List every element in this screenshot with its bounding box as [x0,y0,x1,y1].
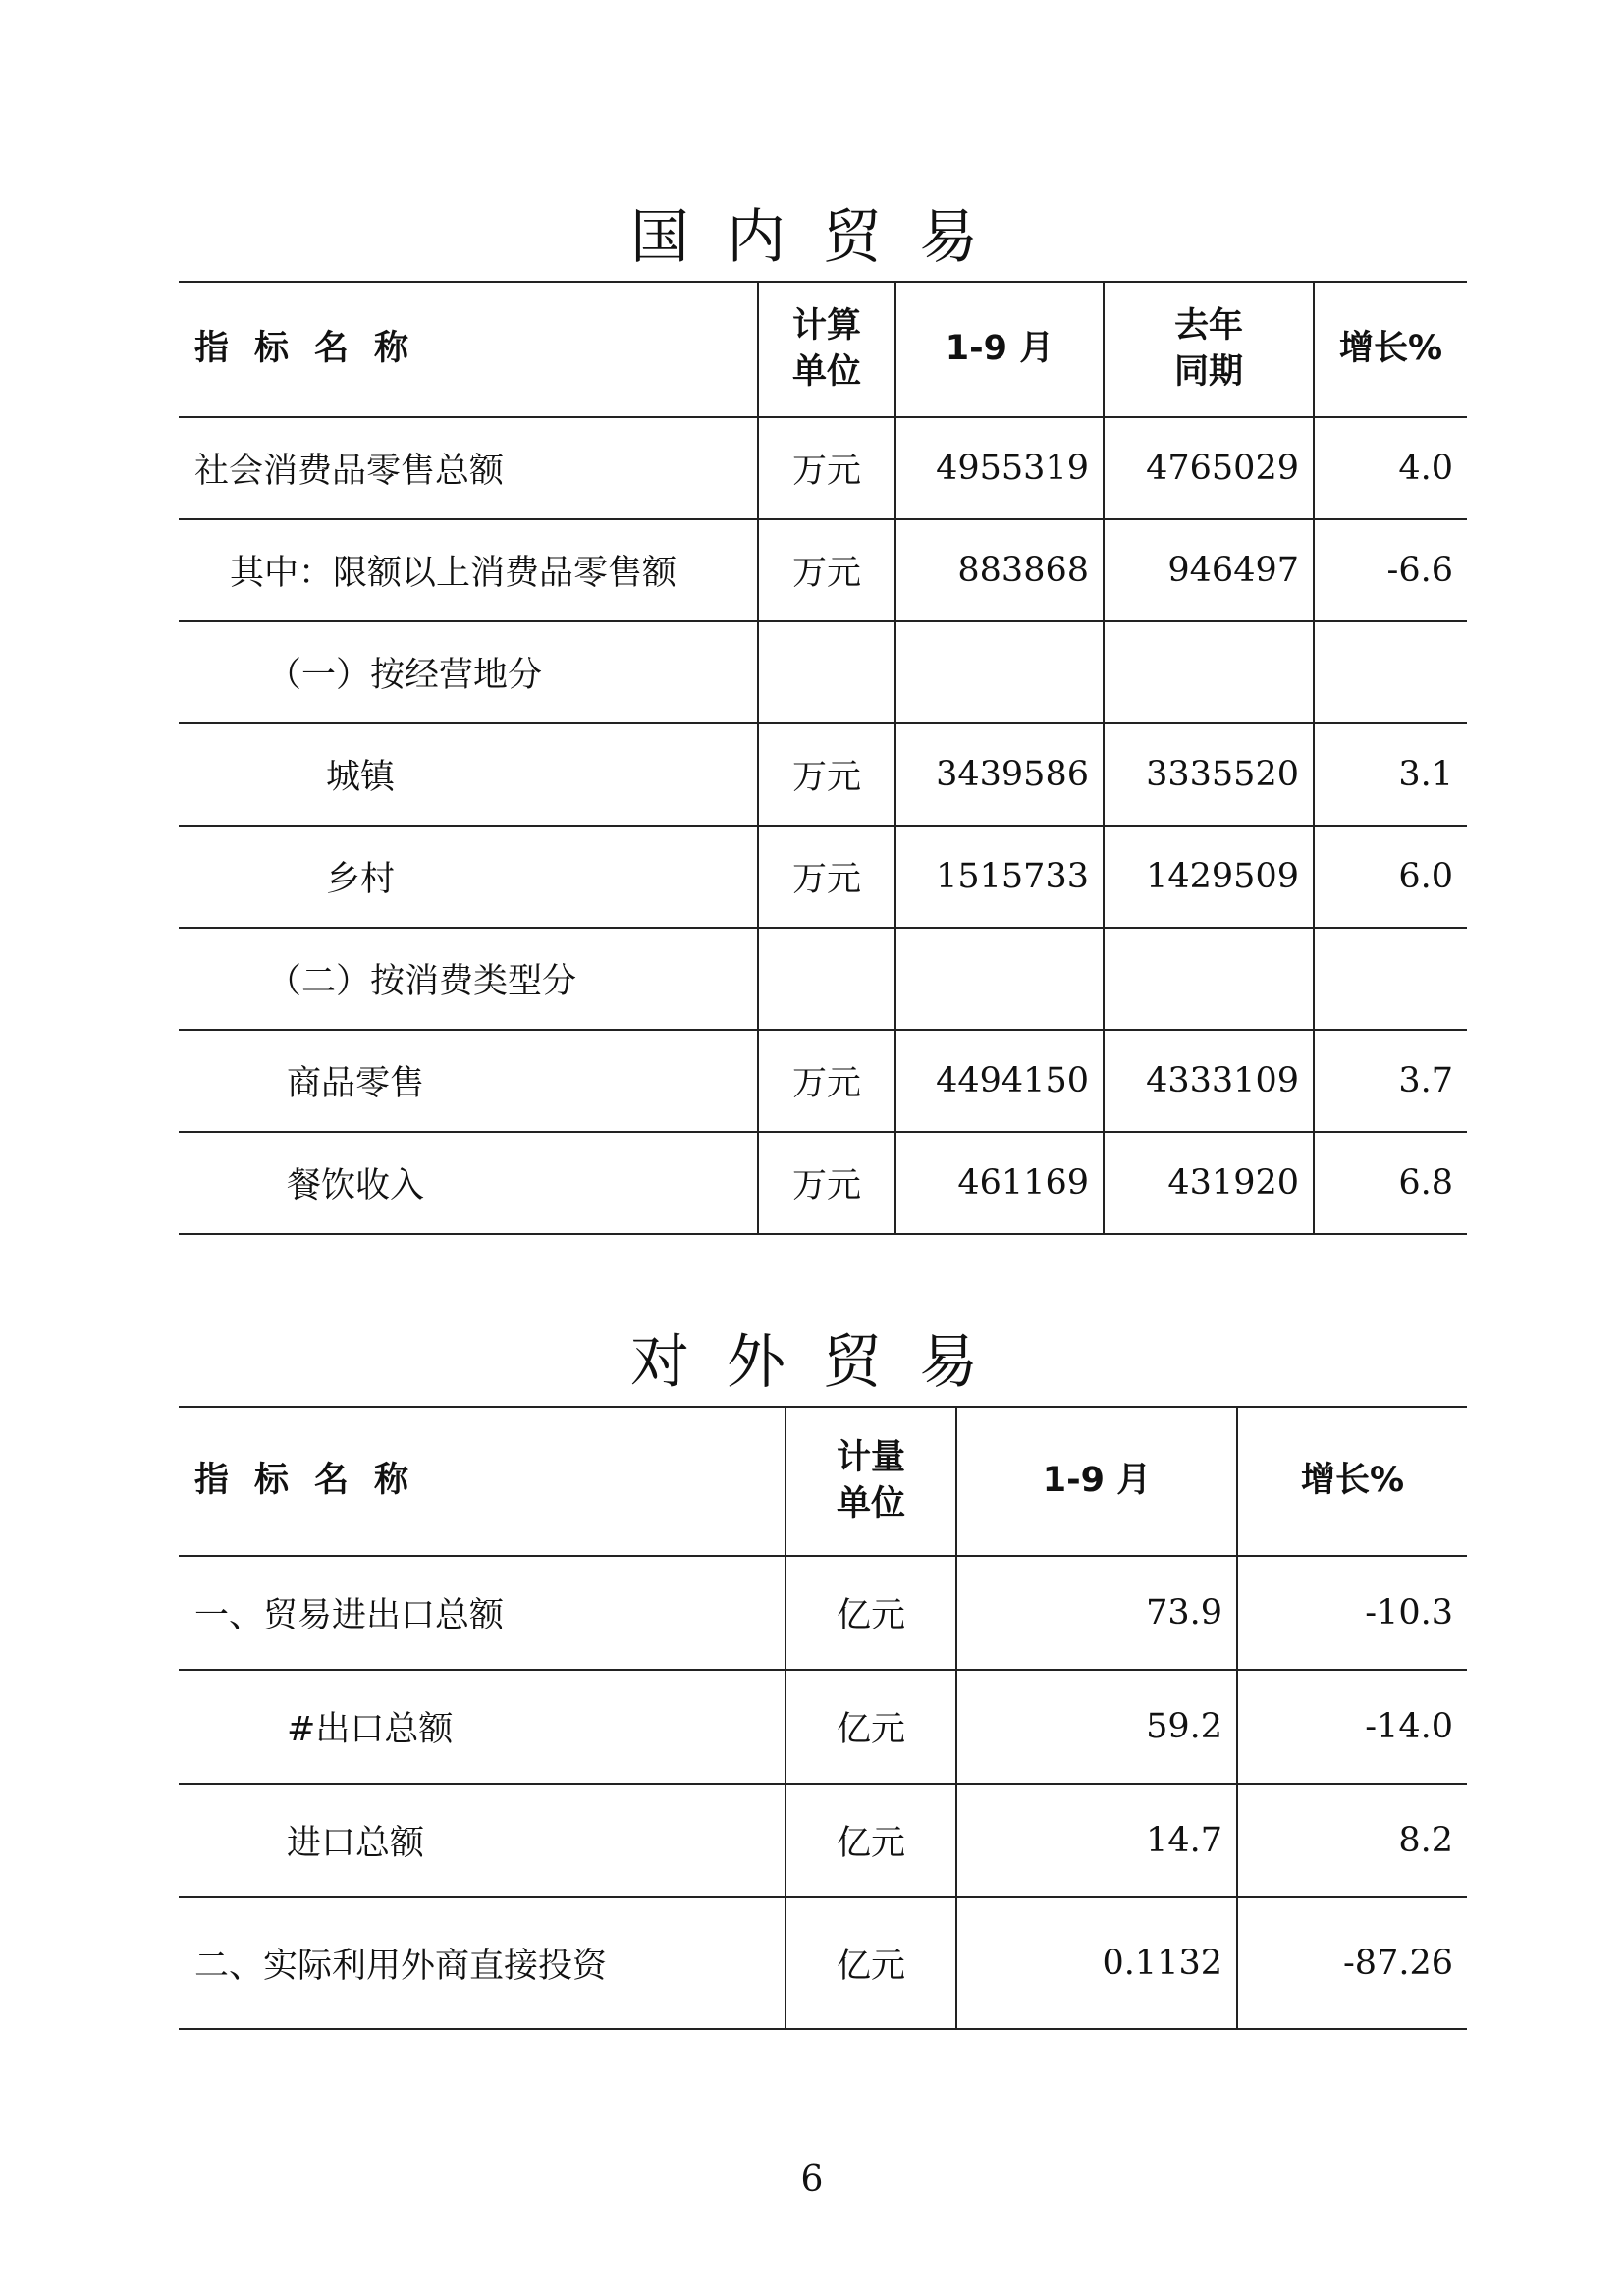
row-current [895,928,1104,1030]
row-name: （二）按消费类型分 [179,928,758,1030]
row-current: 1515733 [895,826,1104,928]
row-growth: 3.1 [1314,723,1467,826]
row-unit: 亿元 [785,1784,956,1897]
header-period: 1-9 月 [895,282,1104,417]
table-row [179,1670,1467,1784]
row-current: 73.9 [956,1556,1237,1670]
row-current: 461169 [895,1132,1104,1234]
row-last: 3335520 [1104,723,1314,826]
table-row [179,1030,1467,1132]
row-name: （一）按经营地分 [179,621,758,723]
row-current [895,621,1104,723]
row-current: 4955319 [895,417,1104,519]
row-growth: 4.0 [1314,417,1467,519]
row-unit: 万元 [758,826,895,928]
row-last [1104,621,1314,723]
table-header-row [179,1407,1467,1556]
row-growth: -6.6 [1314,519,1467,621]
row-unit: 万元 [758,417,895,519]
row-name: #出口总额 [179,1670,785,1784]
row-growth: -10.3 [1237,1556,1467,1670]
row-current: 4494150 [895,1030,1104,1132]
table-row [179,417,1467,519]
row-unit: 亿元 [785,1670,956,1784]
row-last: 4333109 [1104,1030,1314,1132]
row-name: 餐饮收入 [179,1132,758,1234]
row-unit: 亿元 [785,1897,956,2029]
row-name: 城镇 [179,723,758,826]
header-unit: 计量 单位 [785,1407,956,1556]
row-growth: 6.8 [1314,1132,1467,1234]
domestic-trade-table [179,281,1467,1235]
row-last [1104,928,1314,1030]
table-row [179,826,1467,928]
row-growth: 3.7 [1314,1030,1467,1132]
page-number: 6 [800,2160,824,2200]
row-current: 59.2 [956,1670,1237,1784]
row-unit: 万元 [758,1132,895,1234]
row-name: 进口总额 [179,1784,785,1897]
row-unit: 万元 [758,519,895,621]
header-growth: 增长% [1314,282,1467,417]
row-current: 0.1132 [956,1897,1237,2029]
row-last: 946497 [1104,519,1314,621]
row-name: 社会消费品零售总额 [179,417,758,519]
foreign-trade-table [179,1406,1467,2030]
row-last: 431920 [1104,1132,1314,1234]
header-unit: 计算 单位 [758,282,895,417]
table-row [179,723,1467,826]
table-row [179,928,1467,1030]
header-growth: 增长% [1237,1407,1467,1556]
row-growth: -14.0 [1237,1670,1467,1784]
row-growth: -87.26 [1237,1897,1467,2029]
row-unit [758,928,895,1030]
row-last: 1429509 [1104,826,1314,928]
header-period: 1-9 月 [956,1407,1237,1556]
row-current: 14.7 [956,1784,1237,1897]
table-row [179,1556,1467,1670]
row-name: 二、实际利用外商直接投资 [179,1897,785,2029]
row-growth [1314,621,1467,723]
row-unit: 万元 [758,1030,895,1132]
row-unit: 亿元 [785,1556,956,1670]
row-growth [1314,928,1467,1030]
table-row [179,1897,1467,2029]
header-name: 指标名称 [179,1407,785,1556]
table-row [179,1784,1467,1897]
row-name: 其中：限额以上消费品零售额 [179,519,758,621]
header-last-year: 去年 同期 [1104,282,1314,417]
table-row [179,621,1467,723]
row-name: 乡村 [179,826,758,928]
row-current: 3439586 [895,723,1104,826]
row-last: 4765029 [1104,417,1314,519]
foreign-trade-title: 对外贸易 [630,1328,1015,1397]
row-unit [758,621,895,723]
header-name: 指标名称 [179,282,758,417]
row-current: 883868 [895,519,1104,621]
row-name: 商品零售 [179,1030,758,1132]
row-growth: 8.2 [1237,1784,1467,1897]
domestic-trade-title: 国内贸易 [630,203,1015,272]
table-row [179,519,1467,621]
row-growth: 6.0 [1314,826,1467,928]
table-header-row [179,282,1467,417]
row-unit: 万元 [758,723,895,826]
row-name: 一、贸易进出口总额 [179,1556,785,1670]
table-row [179,1132,1467,1234]
